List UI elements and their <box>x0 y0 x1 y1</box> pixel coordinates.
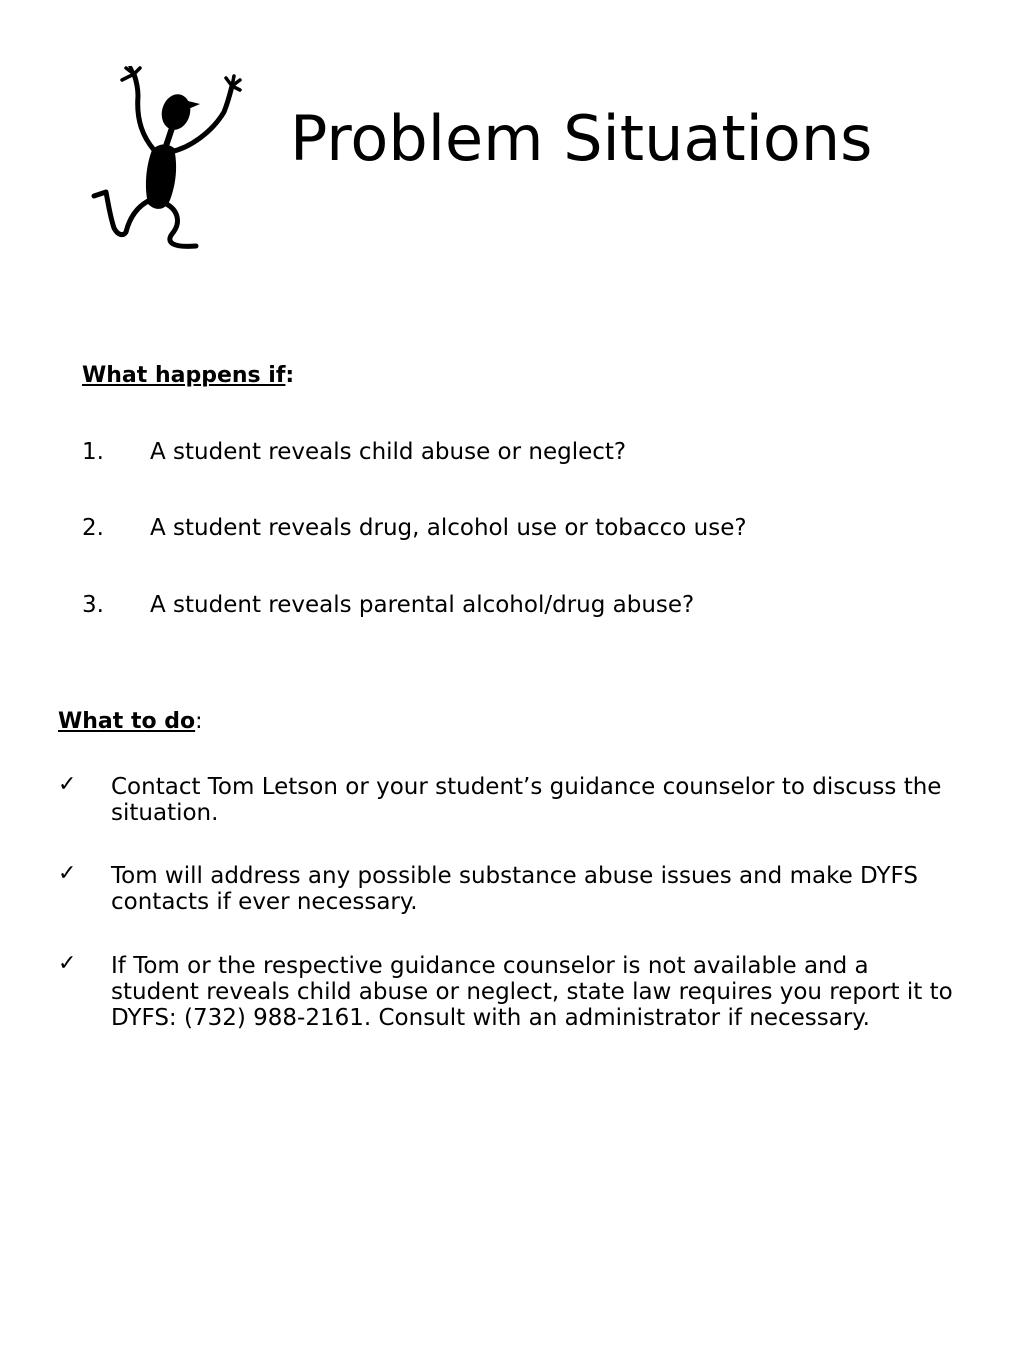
what-to-do-colon: : <box>195 709 203 734</box>
question-item <box>82 517 747 540</box>
what-happens-colon: : <box>285 363 295 388</box>
what-to-do-label: What to do <box>58 709 196 734</box>
page-title: Problem Situations <box>290 102 873 175</box>
question-number: 3. <box>82 592 104 618</box>
what-happens-heading <box>82 365 294 387</box>
question-item <box>82 594 694 617</box>
question-text: A student reveals child abuse or neglect? <box>150 439 627 465</box>
question-item <box>82 441 626 464</box>
checkmark-icon: ✓ <box>58 951 77 976</box>
action-text: Tom will address any possible substance abuse issues and make DYFS contacts if ever necessary. <box>111 863 918 915</box>
question-number: 1. <box>82 439 104 465</box>
dancing-stick-figure-icon <box>86 66 246 254</box>
checkmark-icon: ✓ <box>58 772 77 797</box>
action-text: If Tom or the respective guidance counselor is not available and a student reveals child abuse or neglect, state law requires you report it to DYFS: (732) 988-2161. Consult with an administrator if necessary. <box>111 953 953 1031</box>
checkmark-icon: ✓ <box>58 861 77 886</box>
what-happens-label: What happens if <box>82 363 286 388</box>
action-text: Contact Tom Letson or your student’s guidance counselor to discuss the situation. <box>111 774 942 826</box>
question-number: 2. <box>82 515 104 541</box>
what-to-do-heading <box>58 711 203 733</box>
question-text: A student reveals parental alcohol/drug abuse? <box>150 592 695 618</box>
question-text: A student reveals drug, alcohol use or tobacco use? <box>150 515 747 541</box>
